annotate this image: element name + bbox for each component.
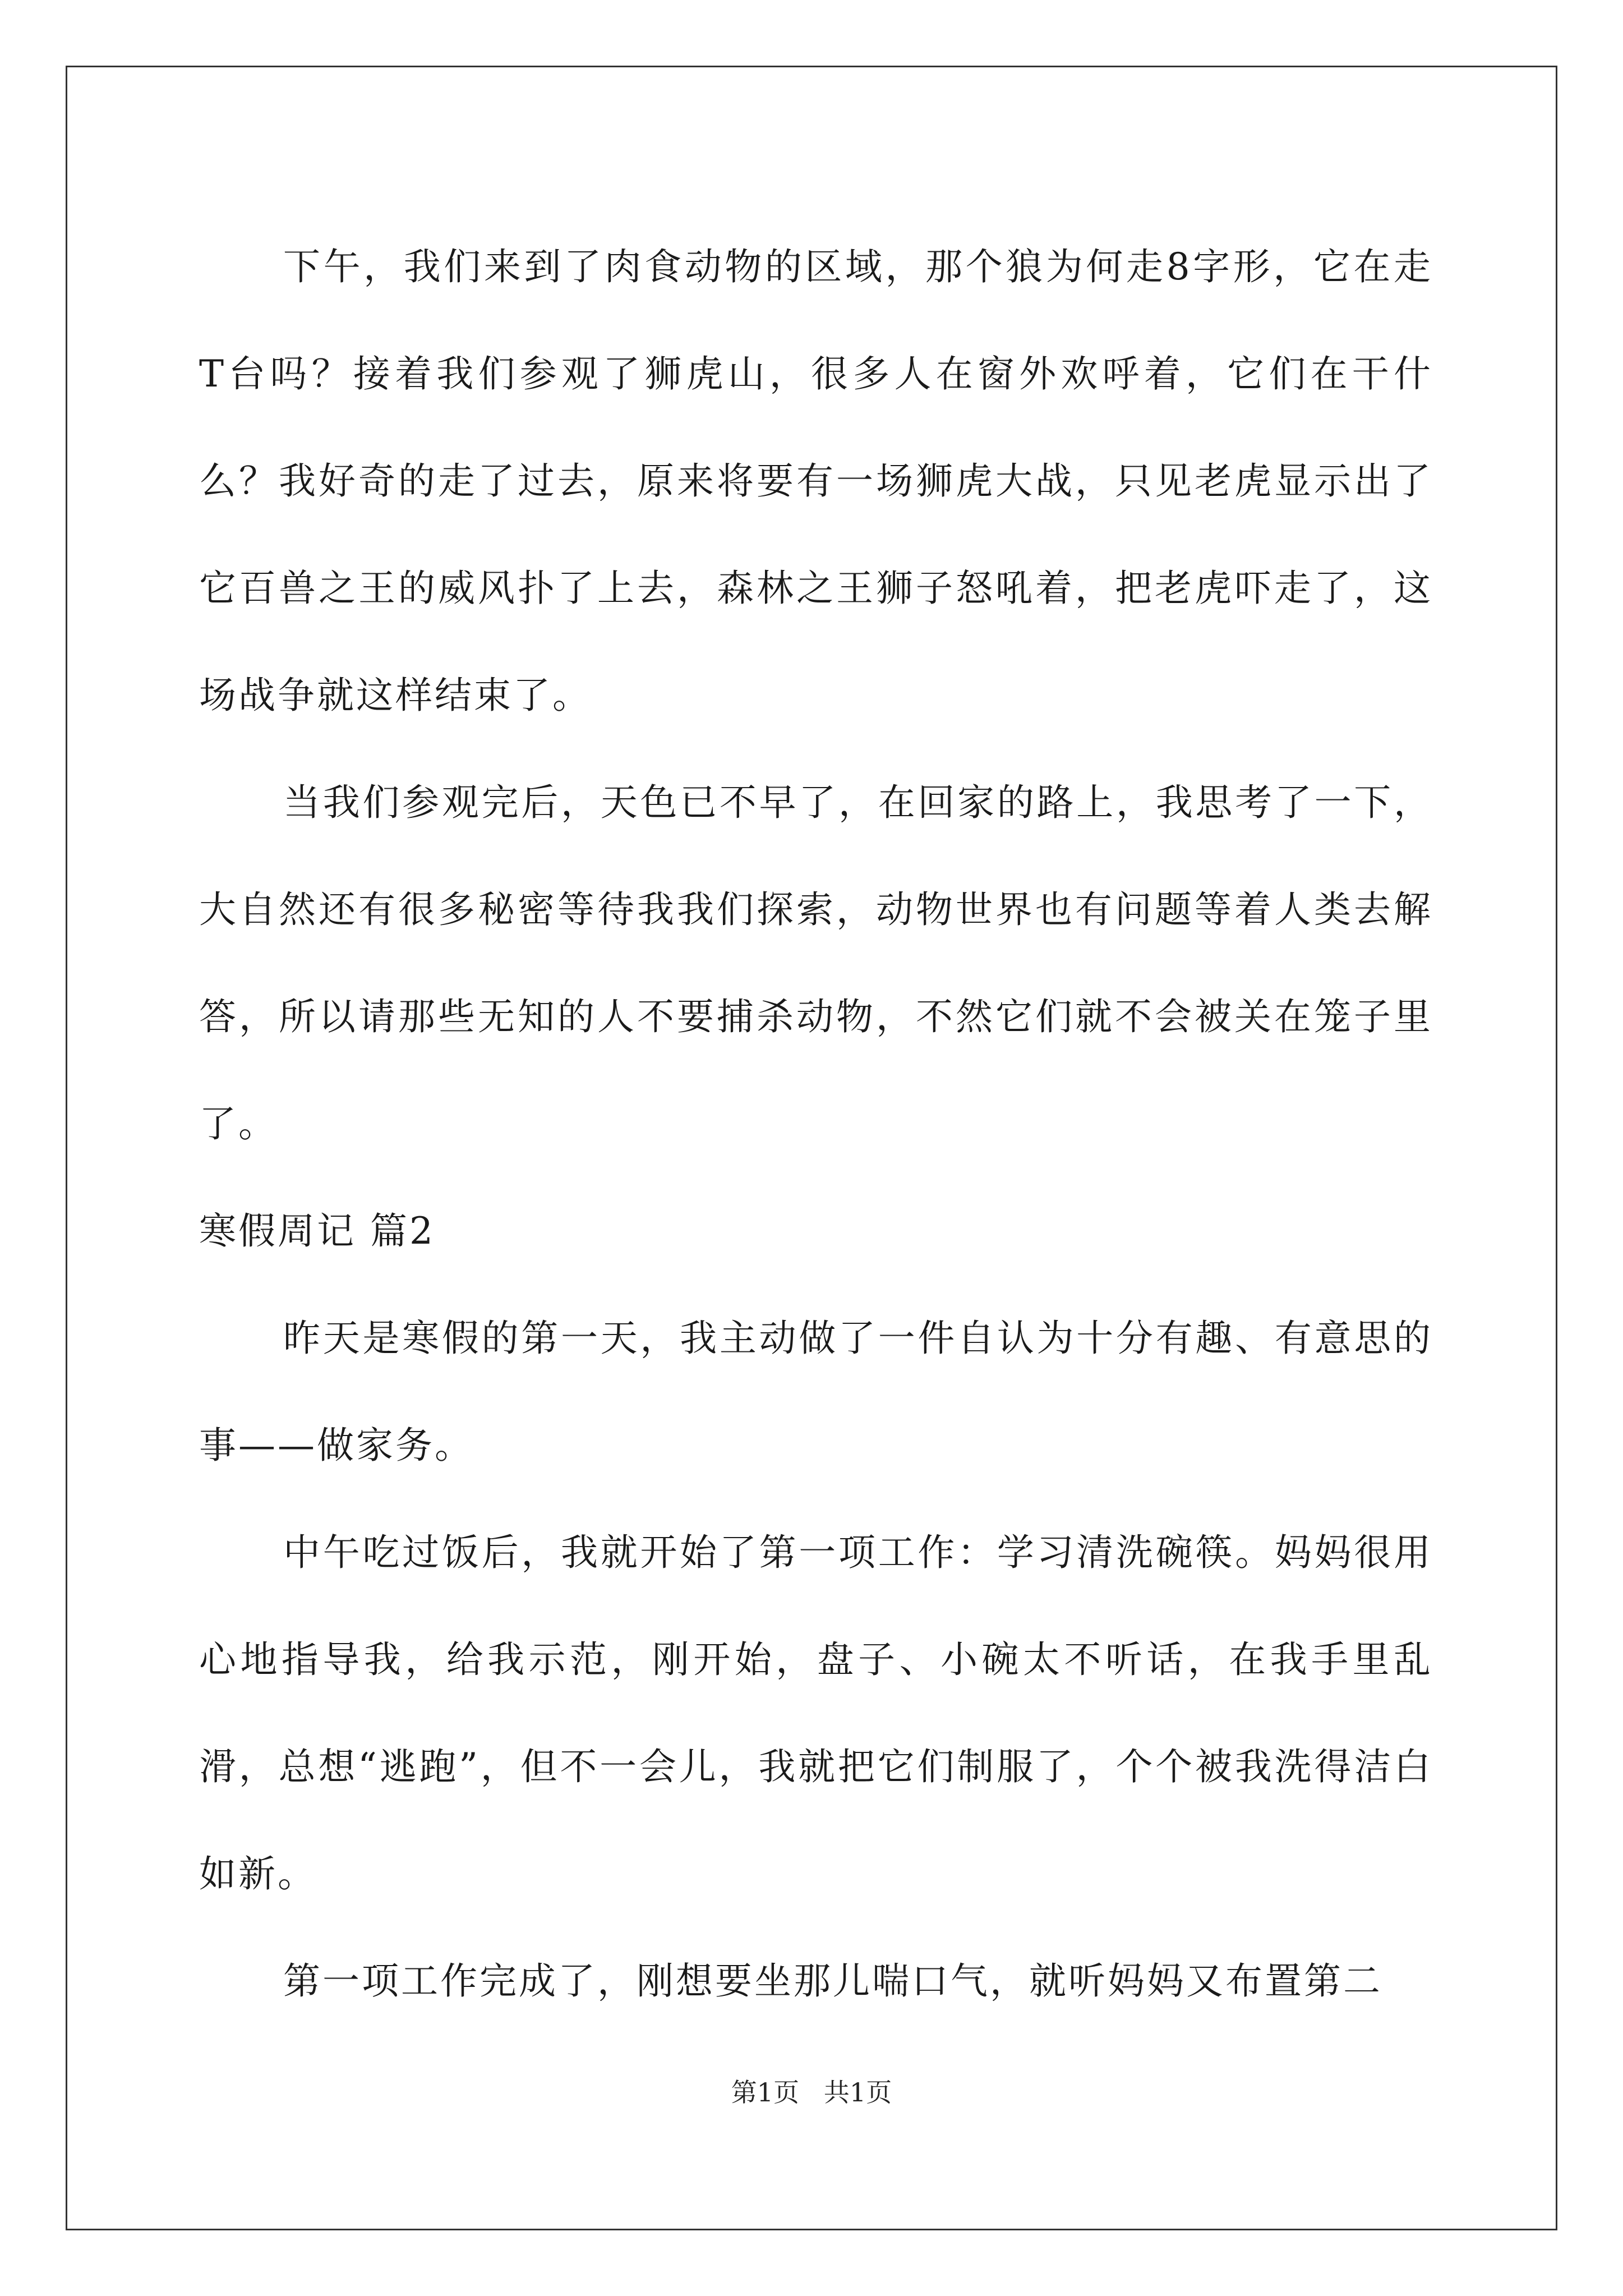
paragraph-first-day: 昨天是寒假的第一天，我主动做了一件自认为十分有趣、有意思的事——做家务。 <box>199 1317 1433 1467</box>
paragraph-second-task: 第一项工作完成了，刚想要坐那儿喘口气，就听妈妈又布置第二 <box>283 1959 1382 2003</box>
section-heading: 寒假周记 篇2 <box>199 1209 435 1253</box>
paragraph-reflection: 当我们参观完后，天色已不早了，在回家的路上，我思考了一下，大自然还有很多秘密等待我我们探索，动物世界也有问题等着人类去解答，所以请那些无知的人不要捕杀动物，不然它们就不会被关在笼子里了。 <box>199 781 1433 1145</box>
page-footer: 第1页 共1页 <box>731 2077 892 2108</box>
paragraph-washing-dishes: 中午吃过饭后，我就开始了第一项工作：学习清洗碗筷。妈妈很用心地指导我，给我示范，刚开始，盘子、小碗太不听话，在我手里乱滑，总想“逃跑”，但不一会儿，我就把它们制服了，个个被我洗得洁白如新。 <box>199 1531 1433 1895</box>
document-body <box>199 213 1433 2035</box>
paragraph-zoo-afternoon: 下午，我们来到了肉食动物的区域，那个狼为何走8字形，它在走T台吗？接着我们参观了狮虎山，很多人在窗外欢呼着，它们在干什么？我好奇的走了过去，原来将要有一场狮虎大战，只见老虎显示出了它百兽之王的威风扑了上去，森林之王狮子怒吼着，把老虎吓走了，这场战争就这样结束了。 <box>199 245 1433 717</box>
